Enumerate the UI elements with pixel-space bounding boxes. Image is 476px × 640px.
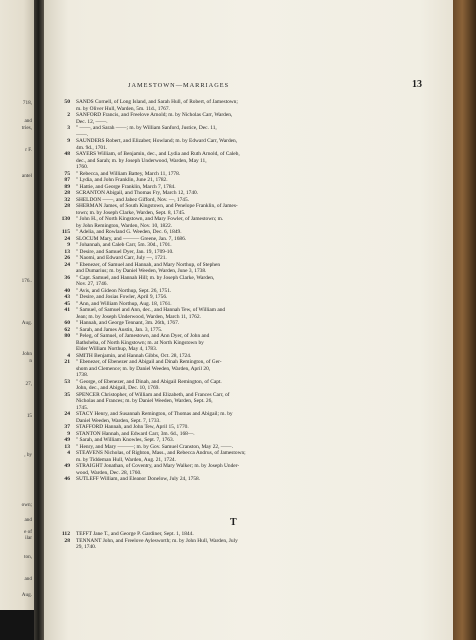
entry-line: STAFFORD Hannah, and John Tew, April 15, 1770. <box>76 424 189 430</box>
entry-line: " John H., of North Kingstown, and Mary Fowler, of Jamestown; m. <box>76 216 224 222</box>
entry-line: 29, 1740. <box>76 544 97 550</box>
section-t-entries <box>48 531 443 551</box>
entry-line: SHERMAN James, of South Kingstown, and Penelope Franklin, of James- <box>76 203 238 209</box>
page-reference-number: 4 <box>67 352 70 359</box>
page-reference-number: 115 <box>61 229 70 235</box>
entry-line: " Desire, and Josias Fowler, April 9, 1756. <box>76 294 168 300</box>
entry-line: dec., and Sarah; m. by Joseph Underwood, Warden, May 11, <box>76 157 207 164</box>
page-reference-number: 9 <box>67 430 70 437</box>
entry-line: " Sarah, and James Austin, Jan. 3, 1775. <box>76 326 163 333</box>
page-reference-number: 80 <box>64 333 70 339</box>
book-cover-edge <box>453 0 476 640</box>
entry-line: SANFORD Francis, and Freelove Arnold; m. by Nicholas Carr, Warden, <box>76 112 233 118</box>
entry-line: " Johannah, and Caleb Carr, 5m. 30d., 1701. <box>76 242 172 248</box>
entry-text <box>76 112 443 125</box>
entry-text <box>76 333 443 353</box>
page-reference-number: 49 <box>64 463 70 469</box>
previous-page-text-fragment: 718, <box>22 100 32 106</box>
entry-line: Nicholas and Frances; m. by Daniel Weeden, Warden, Sept. 26, <box>76 398 213 404</box>
page-reference-number: 24 <box>64 235 70 242</box>
entry-row <box>48 138 443 151</box>
entry-row <box>48 450 443 463</box>
entry-line: " Ebenezer, of Samuel and Hannah, and Mary Northup, of Stephen <box>76 261 221 268</box>
entry-line: " Lydia, and John Franklin, June 21, 1782. <box>76 177 168 183</box>
entry-line: " Peleg, of Samuel, of Jamestown, and Ann Dyer, of John and <box>76 333 210 339</box>
entry-line: " Naomi, and Edward Carr, July —, 1721. <box>76 255 167 261</box>
previous-page-text-fragment: and <box>24 576 32 582</box>
entry-line: SAUNDERS Robert, and Elizabet; Howland; m. by Edward Carr, Warden, <box>76 138 238 144</box>
previous-page-text-fragment: e of <box>24 529 32 535</box>
entry-row <box>48 125 443 138</box>
entry-text <box>76 307 443 320</box>
page-reference-number: 62 <box>64 326 70 333</box>
previous-page-text-fragment: tries, <box>21 125 32 131</box>
entry-line: wood, Warden, Dec. 28, 1760. <box>76 469 142 476</box>
entry-line: Elder William Northup, May 4, 1783. <box>76 346 158 352</box>
entry-row <box>48 411 443 424</box>
entry-row <box>48 262 443 275</box>
entry-text <box>76 151 443 171</box>
entry-line: 1745. <box>76 404 89 411</box>
previous-page-text-fragment: and <box>24 118 32 124</box>
entry-line: m. by Oliver Hull, Warden, 5m. 11d., 1767. <box>76 105 170 112</box>
entry-text <box>76 476 443 483</box>
entry-text <box>76 359 443 379</box>
entry-line: " Adelia, and Rowland G. Weeden, Dec. 6, 1849. <box>76 229 182 235</box>
entry-line: Jean; m. by Joseph Underwood, Warden, March 11, 1762. <box>76 313 201 320</box>
entry-row <box>48 203 443 216</box>
entry-line: SUTLEFF William, and Eleanor Donelow, July 24, 1758. <box>76 476 201 482</box>
entry-text <box>76 392 443 412</box>
entry-line: SAYERS William, of Benjamin, dec., and Lydia and Ruth Arnold, of Caleb, <box>76 151 240 157</box>
page-reference-number: 53 <box>64 378 70 385</box>
previous-page-text-fragment: 15 <box>26 413 32 419</box>
page-number: 13 <box>412 79 422 90</box>
entry-row <box>48 275 443 288</box>
entry-line: STACY Henry, and Susannah Remington, of Thomas and Abigail; m. by <box>76 411 233 417</box>
page-reference-number: 28 <box>64 190 70 196</box>
page-reference-number: 41 <box>64 307 70 313</box>
entry-line: TEFFT Jane T., and George P. Gardiner, Sept. 1, 1844. <box>76 531 194 537</box>
page-reference-number: 28 <box>64 203 70 209</box>
entry-line: " ——, and Sarah ——; m. by William Sanford, Justice, Dec. 11, <box>76 125 217 131</box>
entry-line: and Dumarius; m. by Daniel Weeden, Warden, June 3, 1738. <box>76 268 207 274</box>
page-reference-number: 3 <box>67 125 70 131</box>
page-reference-number: 4 <box>67 450 70 456</box>
entry-line: SPENCER Christopher, of William and Elizabeth, and Frances Carr, of <box>76 391 230 398</box>
entry-line: town; m. by Joseph Clarke, Warden, Sept. 8, 1745. <box>76 209 186 216</box>
running-header: JAMESTOWN—MARRIAGES <box>128 82 230 89</box>
entry-text <box>76 125 443 138</box>
entry-line: Bathsheba, of North Kingstown; m. at North Kingstown by <box>76 339 204 346</box>
entry-text <box>76 99 443 112</box>
entry-row <box>48 99 443 112</box>
entry-line: Daniel Weeden, Warden, Sept. 7, 1733. <box>76 417 161 424</box>
page-reference-number: 45 <box>64 300 70 307</box>
page-reference-number: 87 <box>64 177 70 183</box>
entry-line: 1760. <box>76 164 89 170</box>
entry-text <box>76 203 443 216</box>
entry-text <box>76 450 443 463</box>
entry-row <box>48 538 443 551</box>
section-letter-t: T <box>230 517 237 528</box>
page-reference-number: 50 <box>64 99 70 105</box>
previous-page-text-fragment: , by <box>24 452 32 458</box>
entry-line: " Capt. Samuel, and Hannah Hill; m. by Joseph Clarke, Warden, <box>76 274 215 281</box>
entry-line: " Samuel, of Samuel and Ann, dec., and Hannah Tew, of William and <box>76 307 226 313</box>
page-reference-number: 24 <box>64 261 70 268</box>
entry-line: " Ann, and William Northup, Aug. 18, 1761. <box>76 300 172 307</box>
entry-line: Nov. 27, 1746. <box>76 281 108 287</box>
entry-row <box>48 216 443 229</box>
entry-row <box>48 333 443 353</box>
entry-line: ——. <box>76 131 89 138</box>
page-reference-number: 35 <box>64 391 70 398</box>
entry-line: " Rebecca, and William Battey, March 11, 1778. <box>76 170 181 177</box>
previous-page-text-fragment: 176.. <box>21 278 32 284</box>
page-reference-number: 43 <box>64 294 70 300</box>
page-reference-number: 48 <box>64 151 70 157</box>
entry-row <box>48 307 443 320</box>
page-reference-number: 21 <box>64 359 70 365</box>
entry-line: Dec. 12, ——. <box>76 118 108 125</box>
entry-row <box>48 112 443 125</box>
entry-line: " Ebenezer, of Ebenezer and Abigail and Dinah Remington, of Ger- <box>76 359 222 365</box>
entry-text <box>76 216 443 229</box>
book-gutter <box>34 0 44 640</box>
entry-row <box>48 151 443 171</box>
entry-line: by John Remington, Warden, Nov. 10, 1822. <box>76 222 172 229</box>
page-reference-number: 75 <box>64 170 70 177</box>
previous-page-text-fragment: and <box>24 517 32 523</box>
previous-page-text-fragment: n <box>29 358 32 364</box>
entry-line: STANTON Hannah, and Edward Carr, 3m. 6d., 168—. <box>76 430 195 437</box>
entry-text <box>76 379 443 392</box>
page-reference-number: 49 <box>64 437 70 443</box>
page-reference-number: 46 <box>64 476 70 482</box>
page-reference-number: 9 <box>67 242 70 248</box>
page-reference-number: 24 <box>64 411 70 417</box>
page-reference-number: 112 <box>61 531 70 537</box>
page-reference-number: 60 <box>64 320 70 326</box>
page-reference-number: 9 <box>67 138 70 144</box>
entry-line: TENNANT John, and Freelove Aylesworth; m. by John Hull, Warden, July <box>76 537 238 544</box>
page-reference-number: 13 <box>64 443 70 450</box>
entry-line: SCRANTON Abigail, and Thomas Fry, March 12, 1740. <box>76 190 199 196</box>
entry-row <box>48 359 443 379</box>
entry-line: SMITH Benjamin, and Hannah Gibbs, Oct. 28, 1724. <box>76 352 192 359</box>
entry-text <box>76 411 443 424</box>
previous-page-text-fragment: ton, <box>24 554 32 560</box>
entry-text <box>76 463 443 476</box>
previous-page-text-fragment: 27, <box>25 381 32 387</box>
page-reference-number: 89 <box>64 183 70 190</box>
previous-page-text-fragment: John <box>22 351 32 357</box>
page-reference-number: 32 <box>64 196 70 203</box>
entry-line: " Hattie, and George Franklin, March 7, 1784. <box>76 183 176 190</box>
entry-row <box>48 476 443 483</box>
entry-row <box>48 379 443 392</box>
previous-page-text-fragment: ilar <box>25 535 32 541</box>
entry-line: " George, of Ebenezer, and Dinah, and Abigail Remington, of Capt. <box>76 378 222 385</box>
entry-text <box>76 262 443 275</box>
entry-line: " Hannah, and George Tennant, 3m. 26th, 1767. <box>76 320 180 326</box>
marriage-entries <box>48 99 443 483</box>
page-reference-number: 13 <box>64 248 70 255</box>
page-reference-number: 37 <box>64 424 70 430</box>
entry-line: 4m. 9d., 1701. <box>76 144 108 151</box>
entry-line: " Henry, and Mary ———; m. by Gov. Samuel Cranston, May 22, ——. <box>76 443 233 450</box>
page-reference-number: 28 <box>64 537 70 544</box>
entry-line: m. by Tiddeman Hull, Warden, Aug. 21, 1724. <box>76 456 176 463</box>
entry-line: John, dec., and Abigail, Dec. 10, 1769. <box>76 385 160 391</box>
previous-page-text-fragment: r F. <box>25 147 32 153</box>
entry-row <box>48 463 443 476</box>
entry-line: " Sarah, and William Knowles, Sept. 7, 1763. <box>76 437 175 443</box>
entry-text <box>76 538 443 551</box>
entry-text <box>76 275 443 288</box>
entry-line: " Avis, and Gideon Northup, Sept. 26, 1751. <box>76 287 172 294</box>
entry-line: " Desire, and Samuel Dyer, Jan. 19, 1709-10. <box>76 248 174 255</box>
entry-line: shom and Clemence; m. by Daniel Weeden, Warden, April 20, <box>76 365 211 372</box>
page-reference-number: 26 <box>64 255 70 261</box>
entry-line: 1738. <box>76 372 89 378</box>
entry-line: SLOCUM Mary, and ——— Greene, Jan. 7, 1686. <box>76 235 187 242</box>
entry-row <box>48 392 443 412</box>
previous-page-text-fragment: Aug. <box>21 592 32 598</box>
page-reference-number: 40 <box>64 287 70 294</box>
entry-line: STEAVENS Nicholas, of Righton, Mass., and Rebecca Andrus, of Jamestown; <box>76 450 246 456</box>
page-reference-number: 130 <box>61 216 70 222</box>
entry-line: SANDS Cornell, of Long Island, and Sarah Hull, of Robert, of Jamestown; <box>76 99 238 105</box>
entry-line: STRAIGHT Jonathan, of Coventry, and Mary Walker; m. by Joseph Under- <box>76 463 240 469</box>
previous-page-text-fragment: Aug. <box>21 320 32 326</box>
previous-page-edge <box>0 0 34 610</box>
page-reference-number: 36 <box>64 274 70 281</box>
entry-text <box>76 138 443 151</box>
previous-page-text-fragment: antel <box>21 173 32 179</box>
previous-page-text-fragment: own; <box>21 502 32 508</box>
page-reference-number: 2 <box>67 112 70 118</box>
entry-line: SHELDON ——, and Jabez Gifford, Nov. —, 1745. <box>76 196 190 203</box>
